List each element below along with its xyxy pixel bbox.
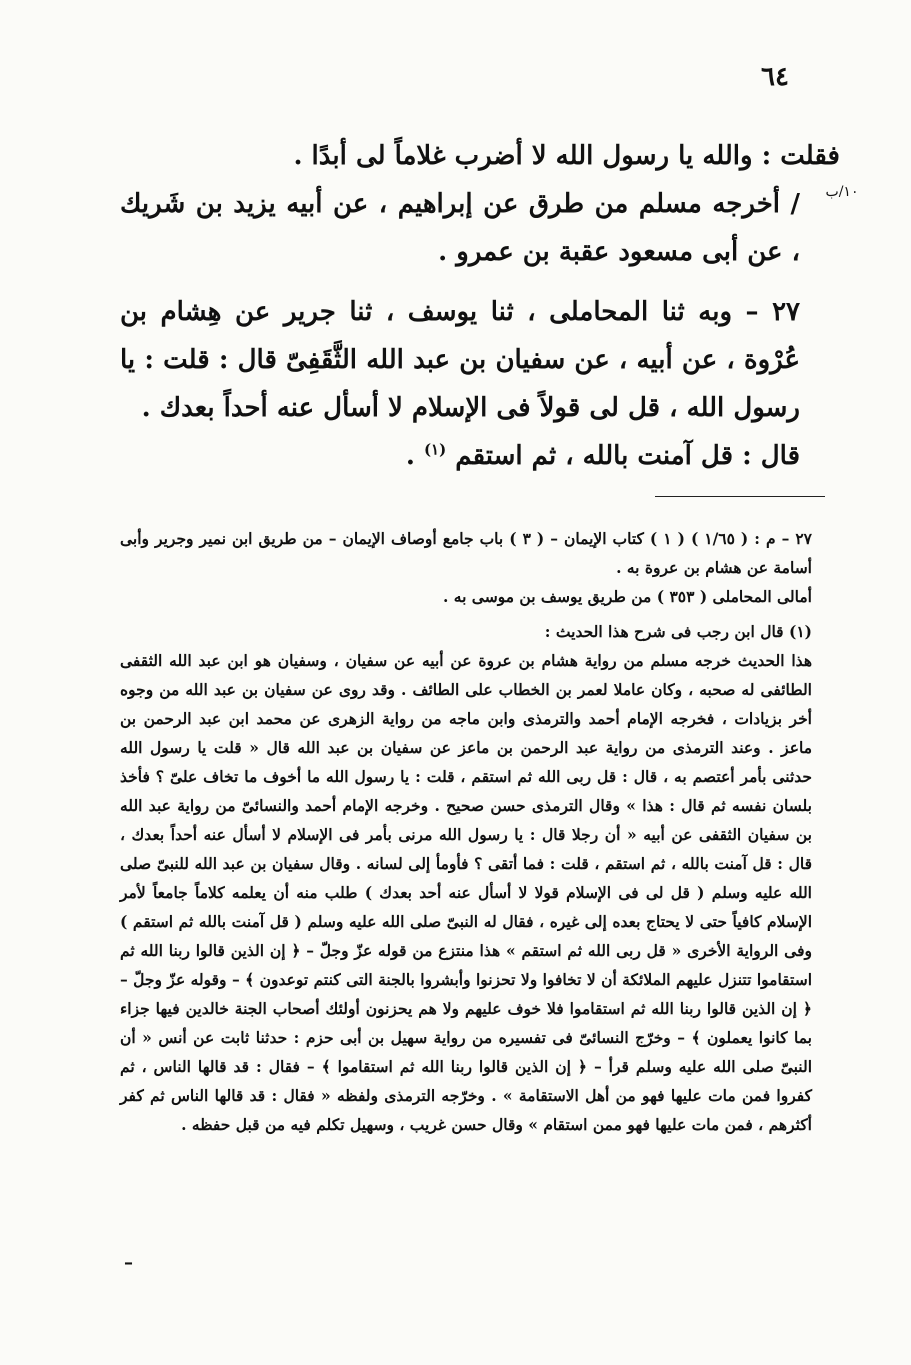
main-paragraph-hadith-27: ٢٧ – وبه ثنا المحاملى ، ثنا يوسف ، ثنا جرير عن هِشام بن عُرْوة ، عن أبيه ، عن سفيان بن عبد الله الثَّقَفِىّ قال : قلت : يا رسول الله ، قل لى قولاً فى الإسلام لا أسأل عنه أحداً بعدك . <box>120 297 800 423</box>
footnotes <box>120 524 840 1139</box>
continuation-mark: – <box>124 1252 133 1273</box>
footnote-amali: أمالى المحاملى ( ٣٥٣ ) من طريق يوسف بن موسى به . <box>442 587 812 606</box>
page-number: ٦٤ <box>761 62 789 92</box>
footnote-1-heading: (١) قال ابن رجب فى شرح هذا الحديث : <box>544 622 812 641</box>
footnote-takhrij: ٢٧ – م : ( ١/٦٥ ) ( ١ ) كتاب الإيمان – ( ٣ ) باب جامع أوصاف الإيمان – من طريق ابن نمير وجرير وأبى أسامة عن هشام بن عروة به . <box>120 529 813 577</box>
main-paragraph-4-end: . <box>405 441 424 471</box>
footnote-1-body: هذا الحديث خرجه مسلم من رواية هشام بن عروة عن أبيه عن سفيان ، وسفيان هو ابن عبد الله الثقفى الطائفى له صحبه ، وكان عاملا لعمر بن الخطاب على الطائف . وقد روى عن سفيان بن عبد الله من وجوه أخر بزيادات ، فخرجه الإمام أحمد والترمذى وابن ماجه من رواية الزهرى عن محمد ابن عبد الرحمن بن ماعز . وعند الترمذى من رواية عبد الرحمن بن ماعز عن سفيان بن عبد الله قال « قلت يا رسول الله حدثنى بأمر أعتصم به ، قال : قل ربى الله ثم استقم ، قلت : يا رسول الله ما أخوف ما تخاف علىّ ؟ فأخذ بلسان نفسه ثم قال : هذا » وقال الترمذى حسن صحيح . وخرجه الإمام أحمد والنسائىّ من رواية عبد الله بن سفيان الثقفى عن أبيه « أن رجلا قال : يا رسول الله مرنى بأمر فى الإسلام لا أسأل عنه أحداً بعدك ، قال : قل آمنت بالله ، ثم استقم ، قلت : فما أتقى ؟ فأومأ إلى لسانه . وقال سفيان بن عبد الله للنبىّ صلى الله عليه وسلم ( قل لى فى الإسلام قولا لا أسأل عنه أحد بعدك ) طلب منه أن يعلمه كلاماً جامعاً لأمر الإسلام كافياً حتى لا يحتاج بعده إلى غيره ، فقال له النبىّ صلى الله عليه وسلم ( قل آمنت بالله ثم استقم ) وفى الرواية الأخرى « قل ربى الله ثم استقم » هذا منتزع من قوله عزّ وجلّ – ﴿ إن الذين قالوا ربنا الله ثم استقاموا تتنزل عليهم الملائكة أن لا تخافوا ولا تحزنوا وأبشروا بالجنة التى كنتم توعدون ﴾ – وقوله عزّ وجلّ – ﴿ إن الذين قالوا ربنا الله ثم استقاموا فلا خوف عليهم ولا هم يحزنون أولئك أصحاب الجنة خالدين فيها جزاء بما كانوا يعملون ﴾ – وخرّج النسائىّ فى تفسيره من رواية سهيل بن أبى حزم : حدثنا ثابت عن أنس « أن النبىّ صلى الله عليه وسلم قرأ – ﴿ إن الذين قالوا ربنا الله ثم استقاموا ﴾ – فقال : قد قالها الناس ، ثم كفروا فمن مات عليها فهو من أهل الاستقامة » . وخرّجه الترمذى ولفظه « فقال : قد قالها الناس ثم كفر أكثرهم ، فمن مات عليها فهو ممن استقام » وقال حسن غريب ، وسهيل تكلم فيه من قبل حفظه . <box>120 651 812 1134</box>
footnote-separator <box>655 496 825 497</box>
footnote-ref-1[interactable]: (١) <box>423 440 447 459</box>
main-paragraph-1: فقلت : والله يا رسول الله لا أضرب غلاماً لى أبدًا . <box>293 141 840 171</box>
margin-folio-note: ١٠/ب <box>825 184 859 200</box>
main-paragraph-4-text: قال : قل آمنت بالله ، ثم استقم <box>455 441 800 471</box>
main-text <box>120 132 840 480</box>
main-paragraph-4 <box>120 432 840 480</box>
main-paragraph-2: / أخرجه مسلم من طرق عن إبراهيم ، عن أبيه يزيد بن شَريك ، عن أبى مسعود عقبة بن عمرو . <box>120 189 800 267</box>
